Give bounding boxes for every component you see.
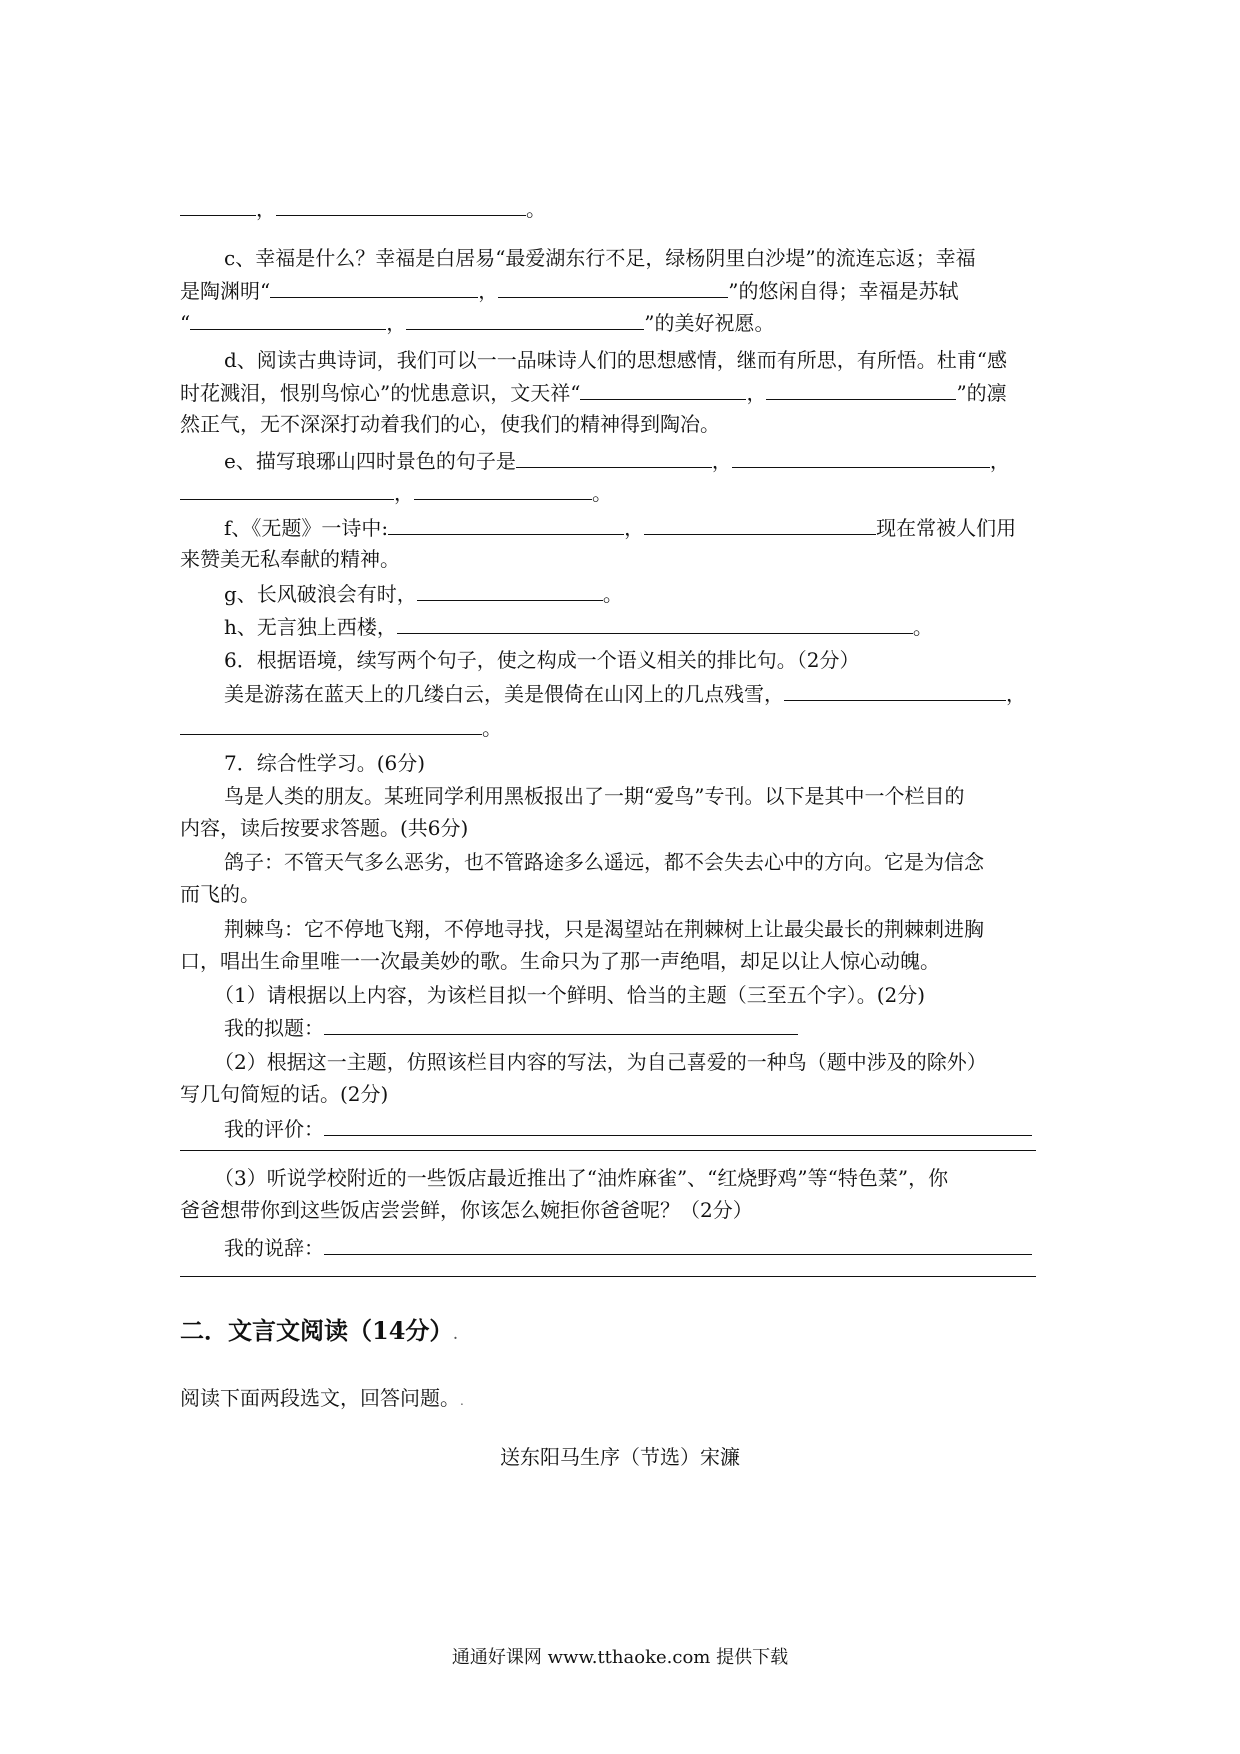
section-2-instruction: 阅读下面两段选文，回答问题。. xyxy=(180,1386,464,1410)
item-e-line1: e、描写琅琊山四时景色的句子是 ， ， xyxy=(224,445,1010,475)
answer-blank[interactable] xyxy=(516,445,712,468)
thornbird-text-1: 荆棘鸟：它不停地飞翔，不停地寻找，只是渴望站在荆棘树上让最尖最长的荆棘刺进胸 xyxy=(224,917,984,941)
item-d-line2: 时花溅泪，恨别鸟惊心”的忧患意识，文天祥“ ， ”的凛 xyxy=(180,377,1007,407)
answer-blank[interactable] xyxy=(784,678,1006,701)
question-7-intro-1: 鸟是人类的朋友。某班同学利用黑板报出了一期“爱鸟”专刊。以下是其中一个栏目的 xyxy=(224,784,965,808)
sub-question-3-line1: （3）听说学校附近的一些饭店最近推出了“油炸麻雀”、“红烧野鸡”等“特色菜”，你 xyxy=(214,1166,949,1190)
question-6-line1: 美是游荡在蓝天上的几缕白云，美是偎倚在山冈上的几点残雪， ， xyxy=(224,678,1026,708)
answer-blank[interactable] xyxy=(270,275,478,298)
answer-blank[interactable] xyxy=(766,377,956,400)
item-d-line3: 然正气，无不深深打动着我们的心，使我们的精神得到陶冶。 xyxy=(180,412,720,436)
sub-question-2-line2: 写几句简短的话。(2分) xyxy=(180,1082,389,1106)
sub-question-1: （1）请根据以上内容，为该栏目拟一个鲜明、恰当的主题（三至五个字）。(2分) xyxy=(214,983,926,1007)
sub-question-1-answer: 我的拟题： xyxy=(224,1012,798,1042)
answer-blank[interactable] xyxy=(732,445,990,468)
answer-blank[interactable] xyxy=(580,377,746,400)
sub-question-2-answer: 我的评价： xyxy=(224,1113,1032,1143)
answer-blank[interactable] xyxy=(406,307,644,330)
section-2-heading: 二．文言文阅读（14分）. xyxy=(180,1316,458,1345)
answer-blank[interactable] xyxy=(180,193,256,216)
refusal-answer-line[interactable] xyxy=(180,1276,1036,1277)
item-h: h、无言独上西楼， 。 xyxy=(224,611,933,641)
answer-blank[interactable] xyxy=(498,275,728,298)
question-6-line2: 。 xyxy=(180,712,502,742)
answer-blank[interactable] xyxy=(190,307,386,330)
item-g: g、长风破浪会有时， 。 xyxy=(224,578,623,608)
question-7-title: 7．综合性学习。(6分) xyxy=(224,751,426,775)
answer-blank[interactable] xyxy=(414,477,592,500)
thornbird-text-2: 口，唱出生命里唯一一次最美妙的歌。生命只为了那一声绝唱，却足以让人惊心动魄。 xyxy=(180,949,940,973)
item-e-line2: ， 。 xyxy=(180,477,612,507)
topic-answer-blank[interactable] xyxy=(324,1012,798,1035)
refusal-answer-blank[interactable] xyxy=(324,1232,1032,1255)
answer-blank[interactable] xyxy=(180,477,394,500)
evaluation-answer-blank[interactable] xyxy=(324,1113,1032,1136)
pigeon-text-2: 而飞的。 xyxy=(180,882,260,906)
answer-blank[interactable] xyxy=(388,512,624,535)
sub-question-2-line1: （2）根据这一主题，仿照该栏目内容的写法，为自己喜爱的一种鸟（题中涉及的除外） xyxy=(214,1050,987,1074)
page-footer: 通通好课网 www.tthaoke.com 提供下载 xyxy=(451,1647,789,1668)
answer-blank[interactable] xyxy=(180,712,482,735)
answer-blank[interactable] xyxy=(276,193,526,216)
answer-blank[interactable] xyxy=(417,578,603,601)
item-c-line2: 是陶渊明“ ， ”的悠闲自得；幸福是苏轼 xyxy=(180,275,958,305)
question-7-intro-2: 内容，读后按要求答题。(共6分) xyxy=(180,816,469,840)
item-c-line1: c、幸福是什么？幸福是白居易“最爱湖东行不足，绿杨阴里白沙堤”的流连忘返；幸福 xyxy=(224,246,976,270)
evaluation-answer-line[interactable] xyxy=(180,1150,1036,1151)
continuation-line: ， 。 xyxy=(180,193,546,223)
sub-question-3-line2: 爸爸想带你到这些饭店尝尝鲜，你该怎么婉拒你爸爸呢？（2分） xyxy=(180,1198,753,1222)
question-6-title: 6．根据语境，续写两个句子，使之构成一个语义相关的排比句。（2分） xyxy=(224,648,860,672)
answer-blank[interactable] xyxy=(397,611,913,634)
pigeon-text-1: 鸽子：不管天气多么恶劣，也不管路途多么遥远，都不会失去心中的方向。它是为信念 xyxy=(224,850,984,874)
passage-title: 送东阳马生序（节选）宋濂 xyxy=(500,1445,740,1469)
item-c-line3: “ ， ”的美好祝愿。 xyxy=(180,307,774,337)
item-d-line1: d、阅读古典诗词，我们可以一一品味诗人们的思想感情，继而有所思，有所悟。杜甫“感 xyxy=(224,348,1008,372)
item-f-line2: 来赞美无私奉献的精神。 xyxy=(180,547,400,571)
answer-blank[interactable] xyxy=(644,512,876,535)
sub-question-3-answer: 我的说辞： xyxy=(224,1232,1032,1262)
item-f-line1: f、《无题》一诗中: ， 现在常被人们用 xyxy=(224,512,1016,542)
